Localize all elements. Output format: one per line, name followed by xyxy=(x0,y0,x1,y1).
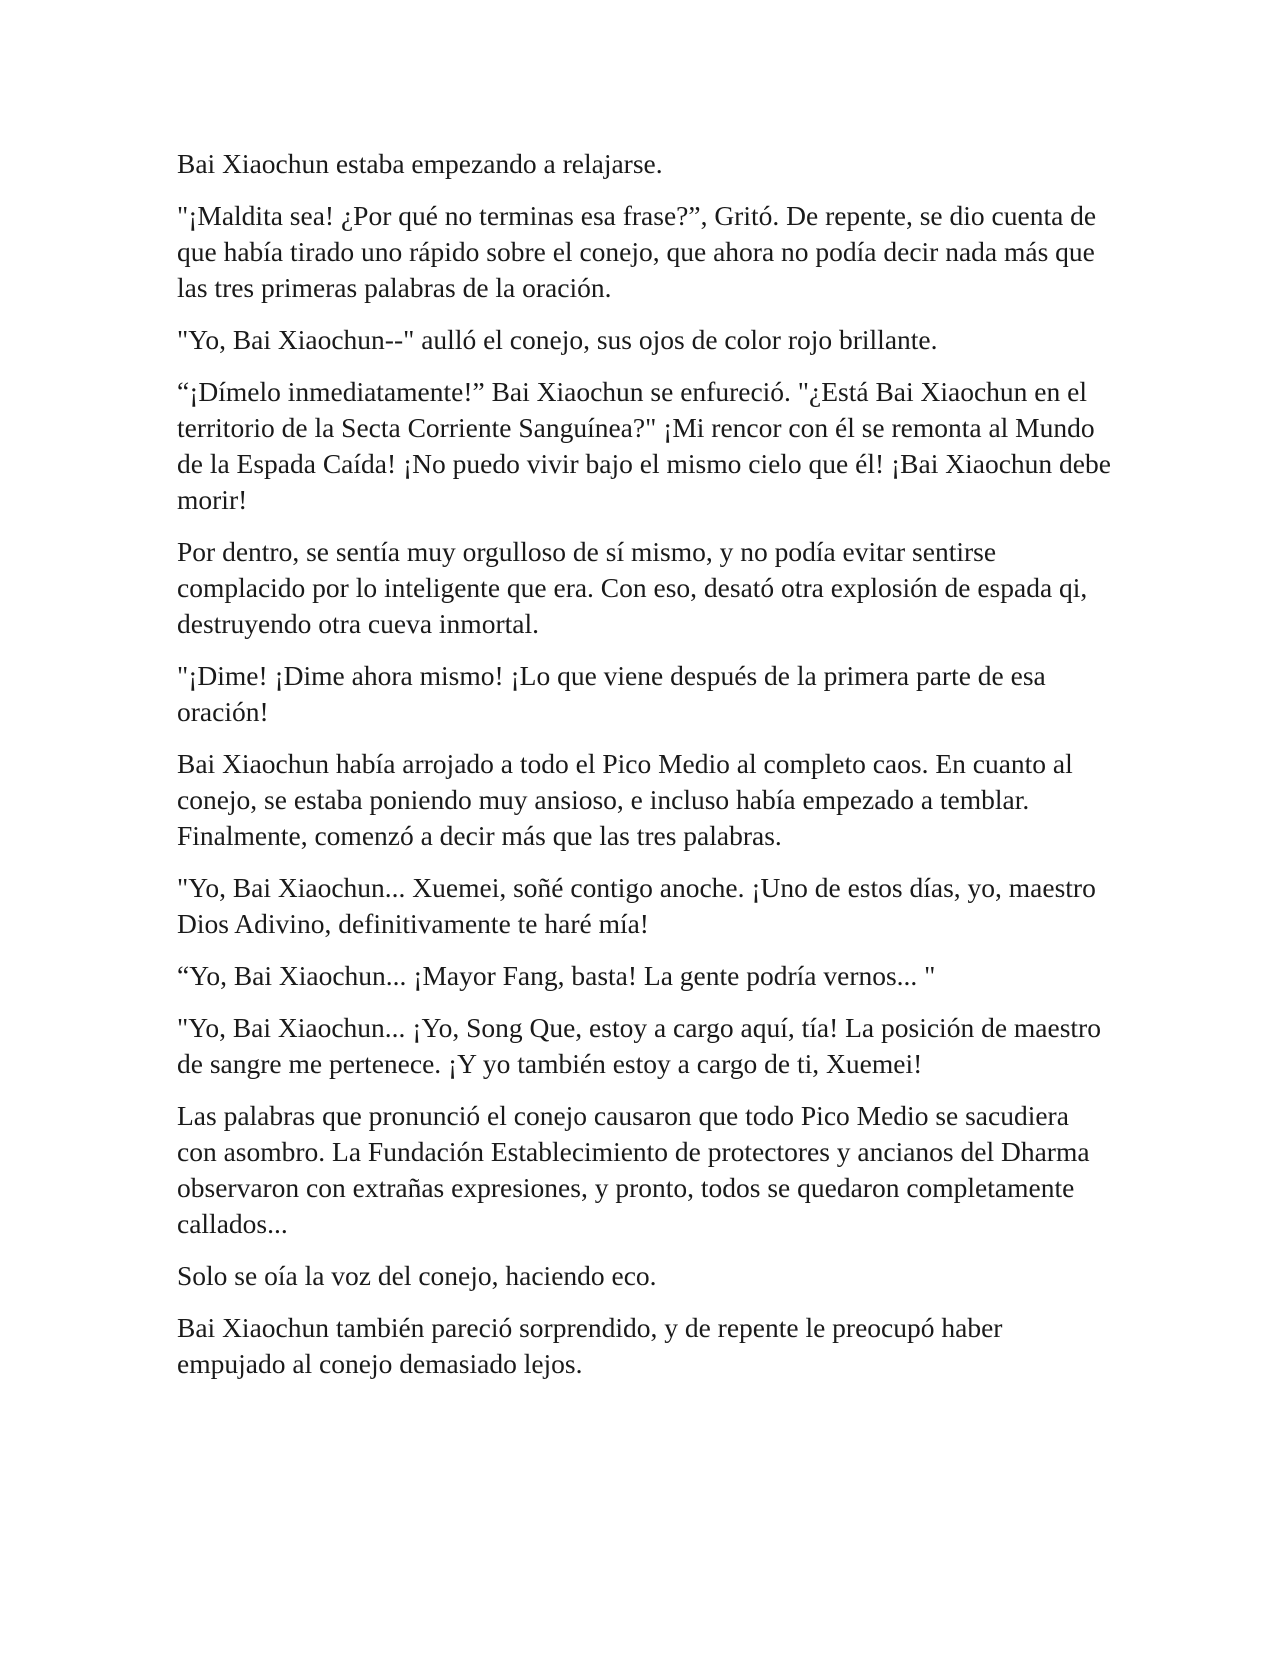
paragraph: "¡Dime! ¡Dime ahora mismo! ¡Lo que viene después de la primera parte de esa oración! xyxy=(177,660,1046,727)
document-body xyxy=(177,146,1112,1398)
paragraph: "Yo, Bai Xiaochun... ¡Yo, Song Que, estoy a cargo aquí, tía! La posición de maestro de sangre me pertenece. ¡Y yo también estoy a cargo de ti, Xuemei! xyxy=(177,1012,1101,1079)
paragraph: Por dentro, se sentía muy orgulloso de sí mismo, y no podía evitar sentirse complacido por lo inteligente que era. Con eso, desató otra explosión de espada qi, destruyendo otra cueva inmortal. xyxy=(177,536,1088,639)
paragraph: Bai Xiaochun había arrojado a todo el Pico Medio al completo caos. En cuanto al conejo, se estaba poniendo muy ansioso, e incluso había empezado a temblar. Finalmente, comenzó a decir más que las tres palabras. xyxy=(177,748,1073,851)
paragraph: "Yo, Bai Xiaochun... Xuemei, soñé contigo anoche. ¡Uno de estos días, yo, maestro Dios Adivino, definitivamente te haré mía! xyxy=(177,872,1096,939)
paragraph: Las palabras que pronunció el conejo causaron que todo Pico Medio se sacudiera con asombro. La Fundación Establecimiento de protectores y ancianos del Dharma observaron con extrañas expresiones, y pronto, todos se quedaron completamente callados... xyxy=(177,1100,1090,1239)
paragraph: “¡Dímelo inmediatamente!” Bai Xiaochun se enfureció. "¿Está Bai Xiaochun en el territorio de la Secta Corriente Sanguínea?" ¡Mi rencor con él se remonta al Mundo de la Espada Caída! ¡No puedo vivir bajo el mismo cielo que él! ¡Bai Xiaochun debe morir! xyxy=(177,376,1111,515)
paragraph: “Yo, Bai Xiaochun... ¡Mayor Fang, basta! La gente podría vernos... " xyxy=(177,960,936,991)
paragraph: Solo se oía la voz del conejo, haciendo eco. xyxy=(177,1260,657,1291)
paragraph: Bai Xiaochun también pareció sorprendido, y de repente le preocupó haber empujado al conejo demasiado lejos. xyxy=(177,1312,1003,1379)
paragraph: Bai Xiaochun estaba empezando a relajarse. xyxy=(177,148,663,179)
paragraph: "Yo, Bai Xiaochun--" aulló el conejo, sus ojos de color rojo brillante. xyxy=(177,324,938,355)
paragraph: "¡Maldita sea! ¿Por qué no terminas esa frase?”, Gritó. De repente, se dio cuenta de que había tirado uno rápido sobre el conejo, que ahora no podía decir nada más que las tres primeras palabras de la oración. xyxy=(177,200,1097,303)
